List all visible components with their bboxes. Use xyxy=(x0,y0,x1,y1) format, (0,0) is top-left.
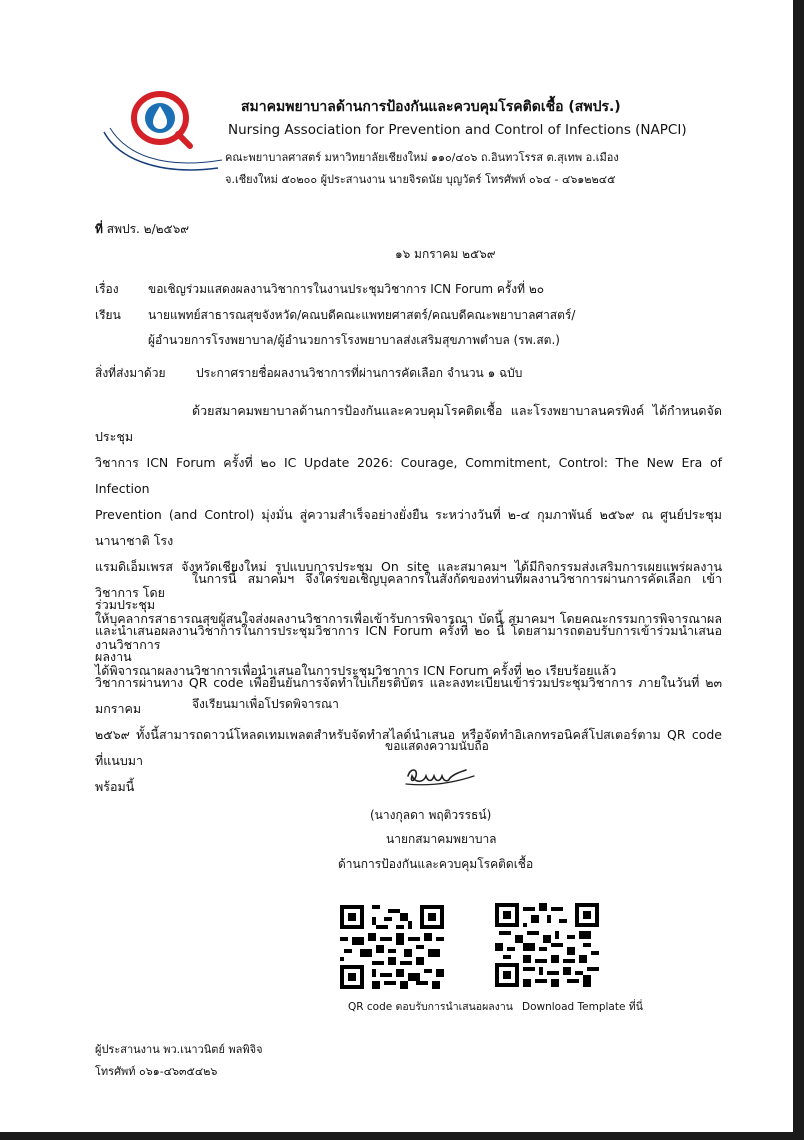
closing-regards: ขอแสดงความนับถือ xyxy=(385,739,489,753)
paragraph-line: วิชาการ ICN Forum ครั้งที่ ๒๐ IC Update 2026: Courage, Commitment, Control: The New Era of Infection xyxy=(95,455,722,496)
enclosure-text: ประกาศรายชื่อผลงานวิชาการที่ผ่านการคัดเลือก จำนวน ๑ ฉบับ xyxy=(196,366,523,380)
paragraph-line: แรมดิเอ็มเพรส จังหวัดเชียงใหม่ รูปแบบการประชุม On site และสมาคมฯ ได้มีกิจกรรมส่งเสริมการเผยแพร่ผลงานวิชาการ โดย xyxy=(95,559,722,600)
org-logo xyxy=(98,88,238,188)
qr-code-icon xyxy=(495,903,599,987)
logo-emblem-icon xyxy=(98,88,238,188)
org-name-th: สมาคมพยาบาลด้านการป้องกันและควบคุมโรคติดเชื้อ (สพปร.) xyxy=(241,99,621,115)
recipient-label: เรียน xyxy=(95,308,121,322)
enclosure-label: สิ่งที่ส่งมาด้วย xyxy=(95,366,166,380)
qr-code-template[interactable] xyxy=(495,903,599,987)
reference-value: สพปร. ๒/๒๕๖๙ xyxy=(106,222,190,236)
paragraph-line: ได้พิจารณาผลงานวิชาการเพื่อนำเสนอในการประชุมวิชาการ ICN Forum ครั้งที่ ๒๐ เรียบร้อยแล้ว xyxy=(95,663,617,678)
paragraph-line: พร้อมนี้ xyxy=(95,779,135,794)
qr-code-response[interactable] xyxy=(340,905,444,989)
signature-icon xyxy=(402,762,482,790)
paragraph-line: ให้บุคลากรสาธารณสุขผู้สนใจส่งผลงานวิชาการเพื่อเข้ารับการพิจารณา บัดนี้ สมาคมฯ โดยคณะกรรมการพิจารณาผลงานวิชาการ xyxy=(95,611,722,652)
footer-coordinator: ผู้ประสานงาน พว.เนาวนิตย์ พลพิจิจ xyxy=(95,1043,263,1056)
qr-caption-template: Download Template ที่นี่ xyxy=(522,1001,643,1013)
subject-text: ขอเชิญร่วมแสดงผลงานวิชาการในงานประชุมวิชาการ ICN Forum ครั้งที่ ๒๐ xyxy=(148,282,545,296)
org-name-en: Nursing Association for Prevention and Control of Infections (NAPCI) xyxy=(228,122,687,138)
paragraph-line: ในการนี้ สมาคมฯ จึงใคร่ขอเชิญบุคลากรในสังกัดของท่านที่ผลงานวิชาการผ่านการคัดเลือก เข้าร่วมประชุม xyxy=(95,571,722,612)
qr-code-icon xyxy=(340,905,444,989)
signer-title-line2: ด้านการป้องกันและควบคุมโรคติดเชื้อ xyxy=(338,857,534,871)
closing-request: จึงเรียนมาเพื่อโปรดพิจารณา xyxy=(192,697,339,711)
paragraph-line: ๒๕๖๙ ทั้งนี้สามารถดาวน์โหลดเทมเพลตสำหรับจัดทำสไลด์นำเสนอ หรือจัดทำอิเลกทรอนิคส์โปสเตอร์ตาม QR code ที่แนบมา xyxy=(95,727,722,768)
letter-date: ๑๖ มกราคม ๒๕๖๙ xyxy=(395,247,496,261)
signer-title-line1: นายกสมาคมพยาบาล xyxy=(386,832,497,846)
paragraph-line: Prevention (and Control) มุ่งมั่น สู่ความสำเร็จอย่างยั่งยืน ระหว่างวันที่ ๒-๔ กุมภาพันธ์ ๒๕๖๙ ณ ศูนย์ประชุมนานาชาติ โรง xyxy=(95,507,722,548)
footer-phone: โทรศัพท์ ๐๖๑-๔๖๓๕๔๒๖ xyxy=(95,1065,218,1078)
qr-caption-response: QR code ตอบรับการนำเสนอผลงาน xyxy=(348,1001,513,1013)
paragraph-line: ด้วยสมาคมพยาบาลด้านการป้องกันและควบคุมโรคติดเชื้อ และโรงพยาบาลนครพิงค์ ได้กำหนดจัดประชุม xyxy=(95,403,722,444)
subject-label: เรื่อง xyxy=(95,282,119,296)
org-address-line1: คณะพยาบาลศาสตร์ มหาวิทยาลัยเชียงใหม่ ๑๑๐/๔๐๖ ถ.อินทวโรรส ต.สุเทพ อ.เมือง xyxy=(225,151,619,164)
reference-label: ที่ xyxy=(95,222,103,236)
recipient-line2: ผู้อำนวยการโรงพยาบาล/ผู้อำนวยการโรงพยาบาลส่งเสริมสุขภาพตำบล (รพ.สต.) xyxy=(148,333,560,347)
paragraph-line: และนำเสนอผลงานวิชาการในการประชุมวิชาการ ICN Forum ครั้งที่ ๒๐ นี้ โดยสามารถตอบรับการเข้าร่วมนำเสนอผลงาน xyxy=(95,623,722,664)
org-address-line2: จ.เชียงใหม่ ๕๐๒๐๐ ผู้ประสานงาน นายจิรดนัย บุญวัตร์ โทรศัพท์ ๐๖๔ - ๔๖๑๒๒๔๕ xyxy=(225,173,616,186)
signer-name: (นางกุลดา พฤติวรรธน์) xyxy=(370,808,492,822)
recipient-line1: นายแพทย์สาธารณสุขจังหวัด/คณบดีคณะแพทยศาสตร์/คณบดีคณะพยาบาลศาสตร์/ xyxy=(148,308,576,322)
paragraph-line: วิชาการผ่านทาง QR code เพื่อยืนยันการจัดทำใบเกียรติบัตร และลงทะเบียนเข้าร่วมประชุมวิชาการ ภายในวันที่ ๒๓ มกราคม xyxy=(95,675,722,716)
signature xyxy=(402,762,482,790)
reference-number xyxy=(95,220,189,239)
